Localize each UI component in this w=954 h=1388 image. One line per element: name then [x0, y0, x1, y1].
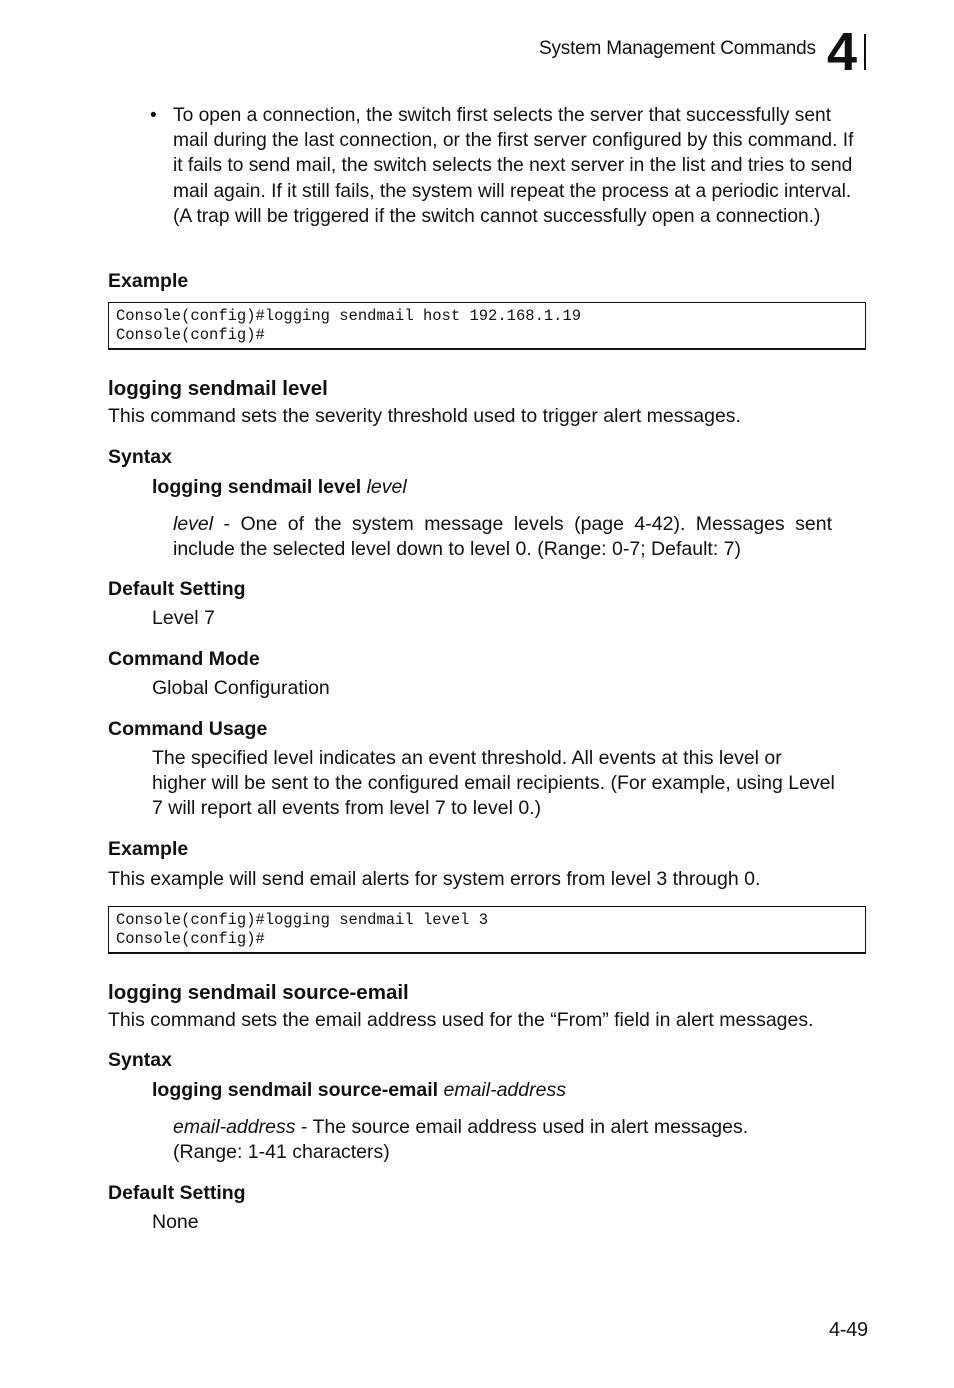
mode-value: Global Configuration: [152, 677, 330, 699]
syntax-param: email-address: [443, 1079, 566, 1101]
example-text: This example will send email alerts for system errors from level 3 through 0.: [108, 868, 761, 890]
syntax-param: level: [366, 476, 407, 498]
param-name: level: [173, 513, 214, 535]
default-heading: Default Setting: [108, 1182, 246, 1204]
bullet-marker: •: [150, 105, 157, 126]
param-description: [173, 1115, 832, 1165]
code-line: Console(config)#: [116, 326, 265, 344]
syntax-line: [152, 476, 407, 499]
default-value: None: [152, 1211, 199, 1233]
command-title-source-email: logging sendmail source-email: [108, 981, 409, 1004]
code-example-level: [108, 906, 866, 954]
syntax-command: logging sendmail source-email: [152, 1079, 439, 1101]
chapter-divider: [864, 34, 866, 70]
syntax-command: logging sendmail level: [152, 476, 362, 498]
code-line: Console(config)#logging sendmail host 192.168.1.19: [116, 307, 582, 325]
param-name: email-address: [173, 1116, 296, 1138]
code-line: Console(config)#: [116, 930, 265, 948]
page-number: 4-49: [829, 1319, 868, 1341]
syntax-heading: Syntax: [108, 1049, 172, 1071]
default-value: Level 7: [152, 607, 215, 629]
param-description: [173, 512, 832, 562]
command-title-level: logging sendmail level: [108, 377, 328, 400]
param-line: [173, 1115, 832, 1140]
code-line: Console(config)#logging sendmail level 3: [116, 911, 489, 929]
intro-bullet-text: To open a connection, the switch first selects the server that successfully sent mail during the last connection, or the first server configured by this command. If it fails to send mail, the switch selects the next server in the list and tries to send mail again. If it still fails, the system will repeat the process at a periodic interval. (A trap will be triggered if the switch cannot successfully open a connection.): [173, 105, 854, 227]
usage-heading: Command Usage: [108, 718, 268, 740]
usage-text: The specified level indicates an event threshold. All events at this level or higher will be sent to the configured email recipients. (For example, using Level 7 will report all events from level 7 to level 0.): [152, 747, 835, 820]
default-heading: Default Setting: [108, 578, 246, 600]
param-text: - The source email address used in alert messages.: [295, 1116, 749, 1138]
syntax-heading: Syntax: [108, 446, 172, 468]
example-heading: Example: [108, 838, 189, 860]
param-text: - One of the system message levels (page 4-42). Messages sent include the selected level down to level 0. (Range: 0-7; Default: 7): [173, 513, 832, 561]
example-heading: Example: [108, 270, 189, 292]
command-description: This command sets the email address used for the “From” field in alert messages.: [108, 1009, 814, 1031]
mode-heading: Command Mode: [108, 648, 260, 670]
chapter-number: 4: [826, 22, 858, 82]
section-title: System Management Commands: [539, 38, 816, 59]
param-range: (Range: 1-41 characters): [173, 1141, 390, 1164]
code-example-host: [108, 302, 866, 350]
syntax-line: [152, 1079, 566, 1102]
command-description: This command sets the severity threshold used to trigger alert messages.: [108, 405, 741, 427]
